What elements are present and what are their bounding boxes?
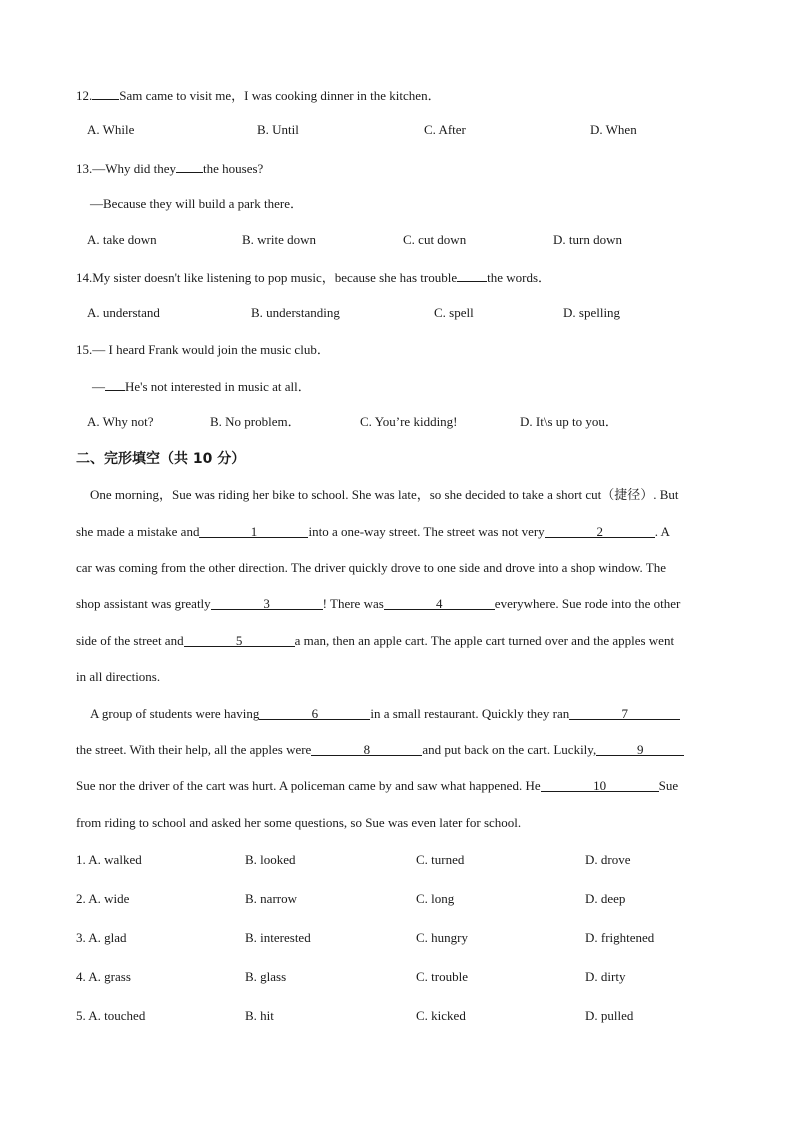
q12-option-b: B. Until	[257, 122, 299, 137]
q14-option-a: A. understand	[87, 305, 160, 320]
cloze-2-option-a: 2. A. wide	[76, 891, 130, 906]
q15-option-b: B. No problem．	[210, 414, 301, 429]
cloze-4-option-b: B. glass	[245, 969, 287, 984]
cloze-1-option-d: D. drove	[585, 852, 631, 867]
question-15: 15.— I heard Frank would join the music club．	[76, 342, 330, 357]
q13-option-d: D. turn down	[553, 232, 622, 247]
cloze-4-option-c: C. trouble	[416, 969, 468, 984]
cloze-blank-2: 2	[545, 525, 655, 538]
answer-blank	[457, 269, 487, 282]
cloze-1-option-a: 1. A. walked	[76, 852, 142, 867]
question-text: —Why did they	[92, 161, 177, 176]
passage-line: shop assistant was greatly 3 ! There was 4 everywhere. Sue rode into the other	[76, 596, 681, 611]
cloze-5-option-b: B. hit	[245, 1008, 274, 1023]
q15-reply	[92, 378, 311, 395]
q13-option-a: A. take down	[87, 232, 157, 247]
question-13	[76, 160, 263, 177]
cloze-1-option-b: B. looked	[245, 852, 296, 867]
cloze-4-option-a: 4. A. grass	[76, 969, 131, 984]
cloze-blank-4: 4	[384, 597, 495, 610]
cloze-3-option-d: D. frightened	[585, 930, 655, 945]
cloze-4-option-d: D. dirty	[585, 969, 626, 984]
q15-option-d: D. It\s up to you．	[520, 414, 618, 429]
passage-line: One morning，Sue was riding her bike to school. She was late，so she decided to take a short cut（捷径）. But	[90, 487, 679, 502]
cloze-5-option-c: C. kicked	[416, 1008, 466, 1023]
q14-option-d: D. spelling	[563, 305, 621, 320]
cloze-2-option-c: C. long	[416, 891, 455, 906]
cloze-1-option-c: C. turned	[416, 852, 465, 867]
section-title: 二、完形填空（共 10 分）	[76, 451, 246, 467]
passage-line: side of the street and 5 a man, then an apple cart. The apple cart turned over and the apples went	[76, 633, 675, 648]
q12-option-c: C. After	[424, 122, 466, 137]
cloze-2-option-d: D. deep	[585, 891, 626, 906]
cloze-blank-9: 9	[596, 743, 684, 756]
q12-option-a: A. While	[87, 122, 135, 137]
cloze-5-option-d: D. pulled	[585, 1008, 634, 1023]
question-text: Sam came to visit me，I was cooking dinner in the kitchen．	[119, 88, 441, 103]
passage-line: from riding to school and asked her some questions, so Sue was even later for school.	[76, 815, 522, 830]
cloze-3-option-c: C. hungry	[416, 930, 468, 945]
answer-blank	[105, 378, 125, 391]
dash: —	[92, 379, 105, 394]
question-number: 12.	[76, 88, 93, 103]
q15-option-a: A. Why not?	[87, 414, 154, 429]
cloze-blank-6: 6	[259, 707, 370, 720]
passage-line: she made a mistake and 1 into a one-way street. The street was not very 2 . A	[76, 524, 670, 539]
q14-option-b: B. understanding	[251, 305, 340, 320]
q13-option-b: B. write down	[242, 232, 317, 247]
question-14	[76, 269, 551, 286]
cloze-5-option-a: 5. A. touched	[76, 1008, 146, 1023]
cloze-blank-10: 10	[541, 779, 659, 792]
cloze-2-option-b: B. narrow	[245, 891, 297, 906]
cloze-blank-7: 7	[569, 707, 680, 720]
question-12	[76, 87, 441, 104]
answer-blank	[176, 160, 203, 173]
cloze-3-option-a: 3. A. glad	[76, 930, 127, 945]
cloze-blank-1: 1	[199, 525, 308, 538]
question-text: the words．	[487, 270, 552, 285]
answer-blank	[92, 87, 119, 100]
q12-option-d: D. When	[590, 122, 637, 137]
passage-line: Sue nor the driver of the cart was hurt. A policeman came by and saw what happened. He 10 Sue	[76, 778, 679, 793]
passage-line: the street. With their help, all the apples were 8 and put back on the cart. Luckily, 9	[76, 742, 719, 758]
cloze-blank-5: 5	[184, 634, 295, 647]
q14-option-c: C. spell	[434, 305, 474, 320]
cloze-blank-8: 8	[311, 743, 422, 756]
question-text: the houses?	[203, 161, 264, 176]
passage-line: car was coming from the other direction. The driver quickly drove to one side and drove into a shop window. The	[76, 560, 667, 575]
passage-line: in all directions.	[76, 669, 161, 684]
question-number: 13.	[76, 161, 93, 176]
q13-reply: —Because they will build a park there．	[90, 196, 303, 211]
reply-text: He's not interested in music at all．	[125, 379, 311, 394]
question-text: 14.My sister doesn't like listening to pop music，because she has trouble	[76, 270, 458, 285]
q13-option-c: C. cut down	[403, 232, 467, 247]
passage-line: A group of students were having 6 in a small restaurant. Quickly they ran 7	[90, 706, 733, 722]
q15-option-c: C. You’re kidding!	[360, 414, 458, 429]
cloze-blank-3: 3	[211, 597, 323, 610]
cloze-3-option-b: B. interested	[245, 930, 311, 945]
